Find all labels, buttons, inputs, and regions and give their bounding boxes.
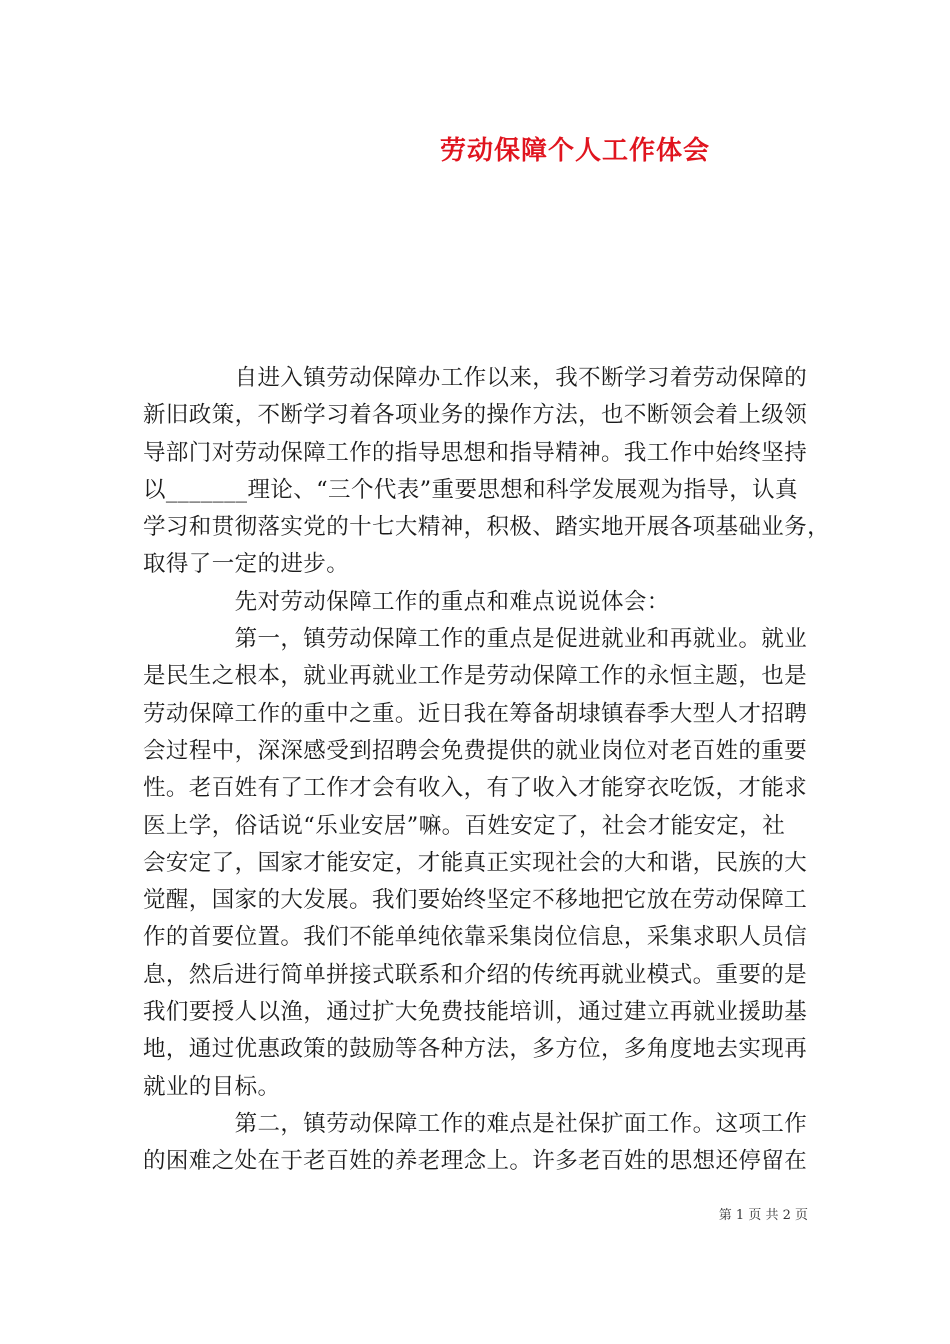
page-footer: 第 1 页 共 2 页 — [718, 1208, 808, 1223]
text-line: 会安定了，国家才能安定，才能真正实现社会的大和谐，民族的大 — [143, 849, 808, 876]
text-line: 新旧政策，不断学习着各项业务的操作方法，也不断领会着上级领 — [143, 402, 808, 429]
text-line: 的困难之处在于老百姓的养老理念上。许多老百姓的思想还停留在 — [143, 1148, 808, 1175]
document-title: 劳动保障个人工作体会 — [439, 136, 710, 166]
text-line: 自进入镇劳动保障办工作以来，我不断学习着劳动保障的 — [143, 365, 808, 391]
text-line: 觉醒，国家的大发展。我们要始终坚定不移地把它放在劳动保障工 — [143, 887, 808, 914]
text-line: 劳动保障工作的重中之重。近日我在筹备胡埭镇春季大型人才招聘 — [143, 700, 808, 727]
text-line: 就业的目标。 — [143, 1073, 281, 1100]
text-line: 第二，镇劳动保障工作的难点是社保扩面工作。这项工作 — [143, 1110, 808, 1137]
text-line: 取得了一定的进步。 — [143, 551, 350, 578]
text-line: 会过程中，深深感受到招聘会免费提供的就业岗位对老百姓的重要 — [143, 737, 808, 764]
body-text — [143, 360, 831, 1181]
text-line: 导部门对劳动保障工作的指导思想和指导精神。我工作中始终坚持 — [143, 439, 808, 466]
text-line: 作的首要位置。我们不能单纯依靠采集岗位信息，采集求职人员信 — [143, 924, 808, 951]
text-line: 地，通过优惠政策的鼓励等各种方法，多方位，多角度地去实现再 — [143, 1036, 808, 1063]
text-line: 第一，镇劳动保障工作的重点是促进就业和再就业。就业 — [143, 626, 808, 653]
text-line: 以_______理论、“三个代表”重要思想和科学发展观为指导，认真 — [143, 476, 798, 503]
text-line: 学习和贯彻落实党的十七大精神，积极、踏实地开展各项基础业务， — [143, 514, 831, 541]
text-line: 是民生之根本，就业再就业工作是劳动保障工作的永恒主题，也是 — [143, 663, 808, 690]
text-line: 息，然后进行简单拼接式联系和介绍的传统再就业模式。重要的是 — [143, 961, 808, 988]
text-line: 先对劳动保障工作的重点和难点说说体会： — [143, 588, 670, 615]
text-line: 性。老百姓有了工作才会有收入，有了收入才能穿衣吃饭，才能求 — [143, 775, 808, 802]
text-line: 医上学，俗话说“乐业安居”嘛。百姓安定了，社会才能安定，社 — [143, 812, 786, 839]
text-line: 我们要授人以渔，通过扩大免费技能培训，通过建立再就业援助基 — [143, 999, 808, 1026]
